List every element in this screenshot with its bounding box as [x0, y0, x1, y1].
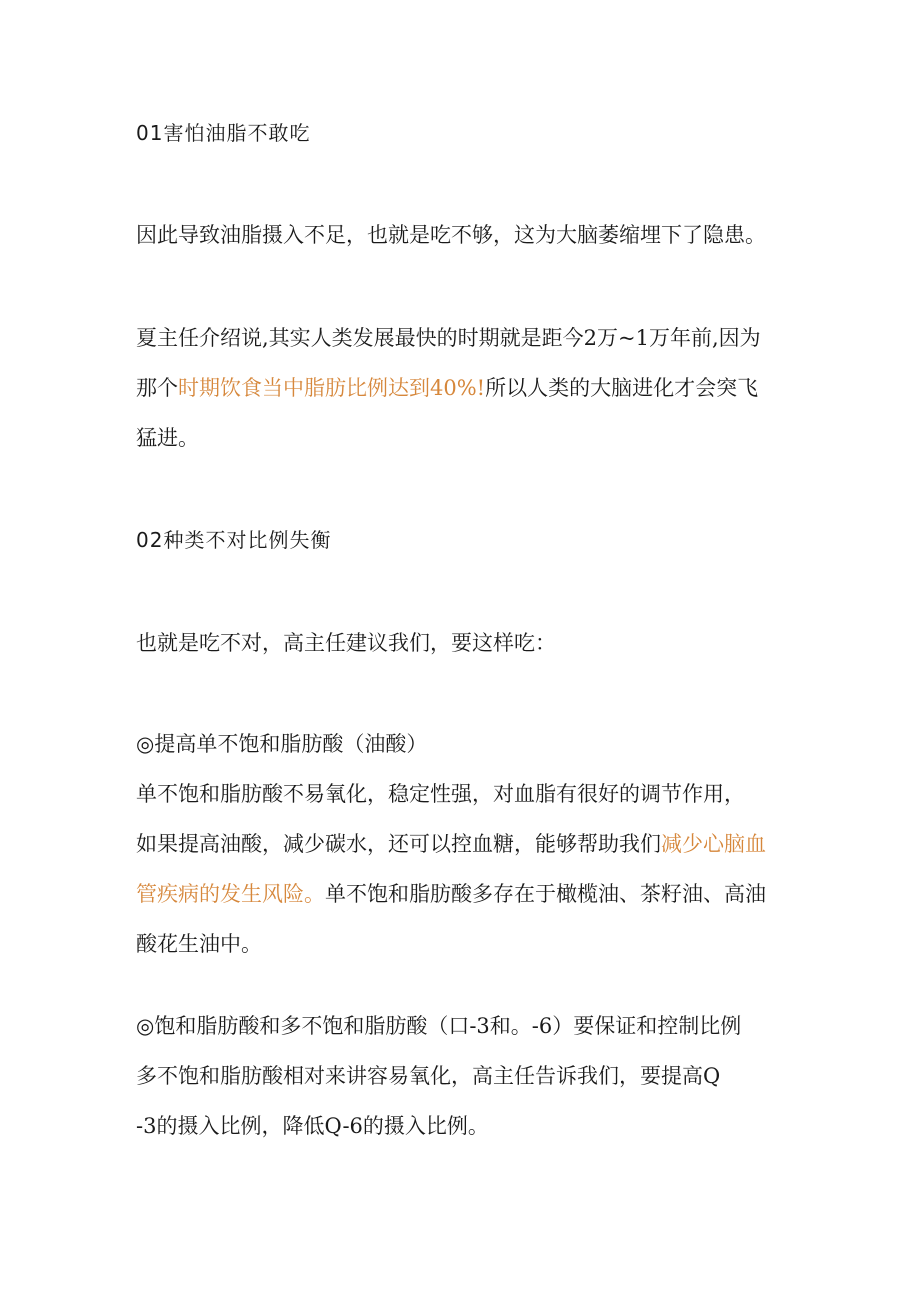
item-2-line-2: -3的摄入比例，降低Q-6的摄入比例。 [136, 1114, 489, 1138]
section-1-paragraph-1: 因此导致油脂摄入不足，也就是吃不够，这为大脑萎缩埋下了隐患。 [136, 223, 766, 247]
text-run: 单不饱和脂肪酸多存在于橄榄油、茶籽油、高油 [325, 882, 766, 906]
section-2-intro: 也就是吃不对，高主任建议我们，要这样吃： [136, 631, 556, 655]
text-run: 如果提高油酸，减少碳水，还可以控血糖，能够帮助我们 [136, 832, 661, 856]
section-1-heading: 01害怕油脂不敢吃 [136, 121, 311, 145]
item-2-title: ◎饱和脂肪酸和多不饱和脂肪酸（口-3和。-6）要保证和控制比例 [136, 1014, 742, 1038]
item-1-line-3 [136, 879, 766, 909]
section-1-paragraph-2-line-1: 夏主任介绍说,其实人类发展最快的时期就是距今2万~1万年前,因为 [136, 326, 761, 350]
item-2-line-1: 多不饱和脂肪酸相对来讲容易氧化，高主任告诉我们，要提高Q [136, 1064, 721, 1088]
text-run: 所以人类的大脑进化才会突飞 [485, 376, 759, 400]
section-1-paragraph-2-line-2 [136, 373, 758, 403]
highlighted-text: 时期饮食当中脂肪比例达到40%! [178, 376, 486, 400]
item-1-line-2 [136, 829, 766, 859]
text-run: 那个 [136, 376, 178, 400]
section-1-paragraph-2-line-3: 猛进。 [136, 426, 199, 450]
section-2-heading: 02种类不对比例失衡 [136, 528, 332, 552]
highlighted-text: 减少心脑血 [661, 832, 766, 856]
highlighted-text: 管疾病的发生风险。 [136, 882, 325, 906]
item-1-title: ◎提高单不饱和脂肪酸（油酸） [136, 732, 428, 756]
item-1-line-4: 酸花生油中。 [136, 932, 262, 956]
item-1-line-1: 单不饱和脂肪酸不易氧化，稳定性强，对血脂有很好的调节作用， [136, 782, 745, 806]
